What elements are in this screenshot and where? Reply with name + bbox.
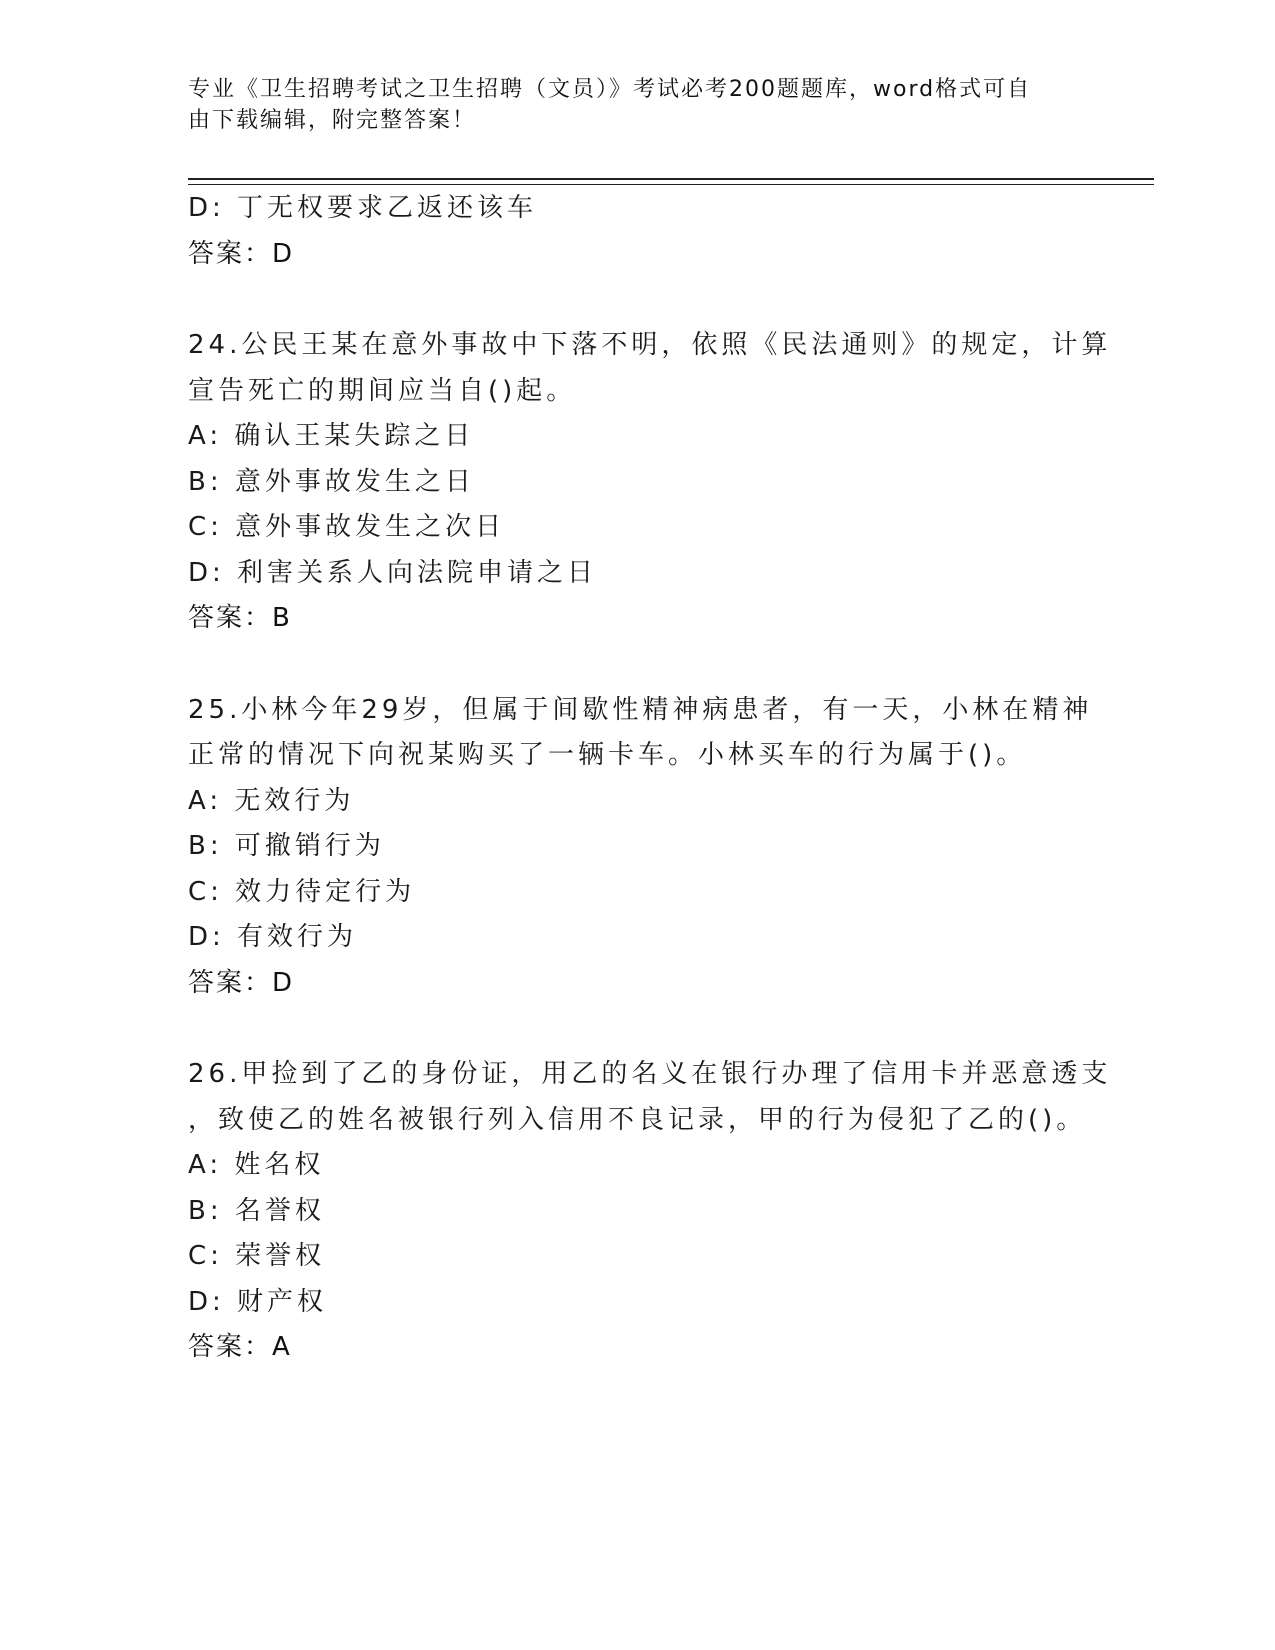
answer-line: 答案：D <box>188 967 295 998</box>
option-d: D: 利害关系人向法院申请之日 <box>188 557 598 588</box>
question-stem: 26.甲捡到了乙的身份证，用乙的名义在银行办理了信用卡并恶意透支 <box>188 1059 1112 1089</box>
option-c: C: 荣誉权 <box>188 1241 326 1271</box>
question-stem-continued: 正常的情况下向祝某购买了一辆卡车。小林买车的行为属于()。 <box>188 740 1027 770</box>
option-b: B: 可撤销行为 <box>188 831 385 861</box>
question-list <box>188 186 1112 1371</box>
answer-line: 答案：B <box>188 603 292 633</box>
question-26 <box>188 1052 1112 1371</box>
question-25 <box>188 688 1093 1007</box>
option-a: A: 确认王某失踪之日 <box>188 421 475 451</box>
spacer <box>188 1006 1088 1052</box>
question-stem: 25.小林今年29岁，但属于间歇性精神病患者，有一天，小林在精神 <box>188 694 1093 725</box>
question-stem-continued: 宣告死亡的期间应当自()起。 <box>188 375 577 406</box>
option-b: B: 名誉权 <box>188 1195 325 1226</box>
option-d: D: 丁无权要求乙返还该车 <box>188 193 538 223</box>
header-line-1: 专业《卫生招聘考试之卫生招聘（文员）》考试必考200题题库，word格式可自 <box>188 77 1032 102</box>
answer-line: 答案：D <box>188 238 295 269</box>
question-24 <box>188 323 1112 642</box>
option-d: D: 财产权 <box>188 1286 328 1317</box>
option-a: A: 姓名权 <box>188 1150 325 1180</box>
option-b: B: 意外事故发生之日 <box>188 466 475 497</box>
option-c: C: 意外事故发生之次日 <box>188 512 506 542</box>
question-stem: 24.公民王某在意外事故中下落不明，依照《民法通则》的规定，计算 <box>188 330 1112 360</box>
option-c: C: 效力待定行为 <box>188 876 416 907</box>
header-line-2: 由下载编辑，附完整答案！ <box>188 108 477 133</box>
header-divider-thin <box>188 184 1154 185</box>
spacer <box>188 277 1088 323</box>
question-stem-continued: ，致使乙的姓名被银行列入信用不良记录，甲的行为侵犯了乙的()。 <box>188 1104 1087 1135</box>
option-d: D: 有效行为 <box>188 922 358 952</box>
answer-line: 答案：A <box>188 1332 292 1362</box>
spacer <box>188 642 1088 688</box>
header-divider-thick <box>188 178 1154 180</box>
document-header <box>188 74 1068 136</box>
option-a: A: 无效行为 <box>188 785 355 816</box>
previous-question-tail <box>188 186 1088 277</box>
